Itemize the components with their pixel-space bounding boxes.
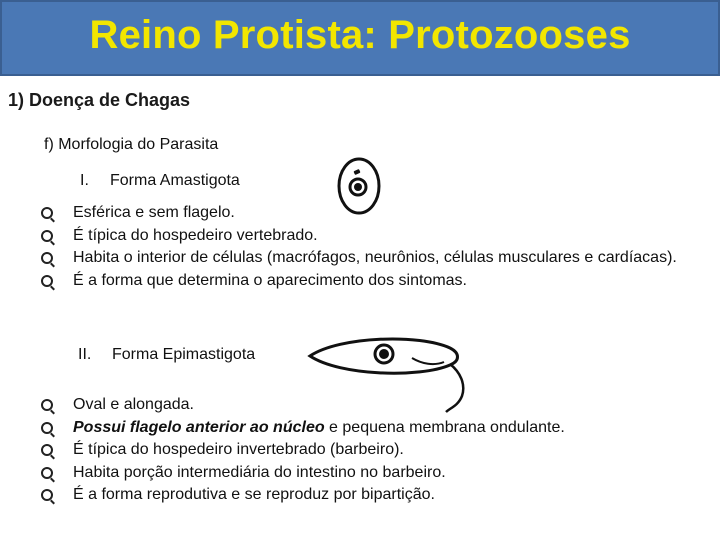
amastigota-bullet-list [41, 202, 681, 292]
list-item: Possui flagelo anterior ao núcleo e pequena membrana ondulante. [41, 417, 701, 440]
subsection-heading: f) Morfologia do Parasita [44, 136, 219, 153]
list-item: Esférica e sem flagelo. [41, 202, 681, 225]
form-heading-amastigota [80, 172, 240, 190]
epimastigota-bullet-list [41, 394, 701, 507]
checkbox-q-icon [41, 422, 53, 434]
checkbox-q-icon [41, 252, 53, 264]
checkbox-q-icon [41, 489, 53, 501]
form-numeral: II. [78, 346, 92, 363]
checkbox-q-icon [41, 399, 53, 411]
page-title: Reino Protista: Protozooses [89, 12, 631, 57]
checkbox-q-icon [41, 230, 53, 242]
list-item: É a forma que determina o aparecimento dos sintomas. [41, 270, 681, 293]
checkbox-q-icon [41, 444, 53, 456]
list-item: É a forma reprodutiva e se reproduz por bipartição. [41, 484, 701, 507]
list-item: É típica do hospedeiro invertebrado (barbeiro). [41, 439, 701, 462]
list-item: Oval e alongada. [41, 394, 701, 417]
checkbox-q-icon [41, 275, 53, 287]
form-numeral: I. [80, 172, 89, 189]
emphasized-text: Possui flagelo anterior ao núcleo [73, 418, 325, 436]
list-item: Habita porção intermediária do intestino no barbeiro. [41, 462, 701, 485]
checkbox-q-icon [41, 467, 53, 479]
title-bar [0, 0, 720, 76]
section-heading: 1) Doença de Chagas [8, 90, 191, 110]
checkbox-q-icon [41, 207, 53, 219]
form-name: Forma Epimastigota [112, 346, 256, 363]
list-item: Habita o interior de células (macrófagos, neurônios, células musculares e cardíacas). [41, 247, 681, 270]
form-heading-epimastigota [78, 346, 255, 364]
form-name: Forma Amastigota [110, 172, 240, 189]
list-item: É típica do hospedeiro vertebrado. [41, 225, 681, 248]
